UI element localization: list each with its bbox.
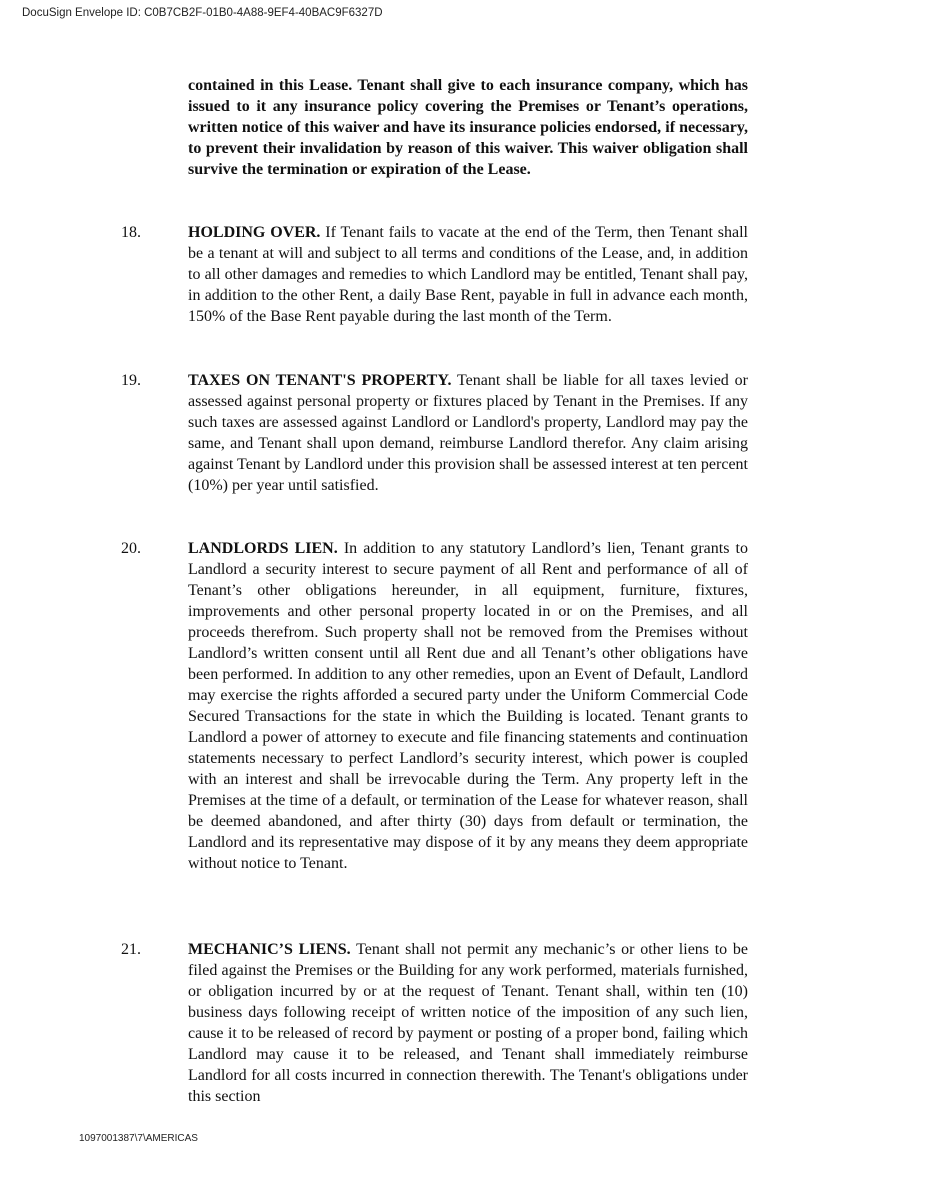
section-number-19: 19. — [121, 372, 141, 389]
section-19-body: Tenant shall be liable for all taxes levied or assessed against personal property or fixtures placed by Tenant in the Premises. If any such taxes are assessed against Landlord or Landlord's property, Landlord may pay the same, and Tenant shall upon demand, reimburse Landlord therefor. Any claim arising against Tenant by Landlord under this provision shall be assessed interest at ten percent (10%) per year until satisfied. — [188, 372, 748, 494]
section-number-18: 18. — [121, 224, 141, 241]
footer-document-id: 1097001387\7\AMERICAS — [79, 1133, 198, 1144]
intro-paragraph: contained in this Lease. Tenant shall give to each insurance company, which has issued to it any insurance policy covering the Premises or Tenant’s operations, written notice of this waiver and have its insurance policies endorsed, if necessary, to prevent their invalidation by reason of this waiver. This waiver obligation shall survive the termination or expiration of the Lease. — [188, 77, 748, 178]
section-19-paragraph — [188, 370, 748, 496]
section-19-heading: TAXES ON TENANT'S PROPERTY. — [188, 372, 452, 389]
section-21-heading: MECHANIC’S LIENS. — [188, 941, 351, 958]
section-20-paragraph — [188, 538, 748, 874]
section-18-paragraph — [188, 222, 748, 327]
section-21-paragraph — [188, 939, 748, 1107]
section-21-body: Tenant shall not permit any mechanic’s or other liens to be filed against the Premises or the Building for any work performed, materials furnished, or obligation incurred by or at the request of Tenant. Tenant shall, within ten (10) business days following receipt of written notice of the imposition of any such lien, cause it to be released of record by payment or posting of a proper bond, failing which Landlord may cause it to be released, and Tenant shall immediately reimburse Landlord for all costs incurred in connection therewith. The Tenant's obligations under this section — [188, 941, 749, 1105]
section-18-body: If Tenant fails to vacate at the end of the Term, then Tenant shall be a tenant at will and subject to all terms and conditions of the Lease, and, in addition to all other damages and remedies to which Landlord may be entitled, Tenant shall pay, in addition to the other Rent, a daily Base Rent, payable in full in advance each month, 150% of the Base Rent payable during the last month of the Term. — [188, 224, 749, 325]
section-20-heading: LANDLORDS LIEN. — [188, 540, 338, 557]
section-18-heading: HOLDING OVER. — [188, 224, 321, 241]
section-number-20: 20. — [121, 540, 141, 557]
section-20-body: In addition to any statutory Landlord’s lien, Tenant grants to Landlord a security interest to secure payment of all Rent and performance of all of Tenant’s other obligations hereunder, in all equipment, furniture, fixtures, improvements and other personal property located in or on the Premises, and all proceeds therefrom. Such property shall not be removed from the Premises without Landlord’s written consent until all Rent due and all Tenant’s other obligations have been performed. In addition to any other remedies, upon an Event of Default, Landlord may exercise the rights afforded a secured party under the Uniform Commercial Code Secured Transactions for the state in which the Building is located. Tenant grants to Landlord a power of attorney to execute and file financing statements and continuation statements necessary to perfect Landlord’s security interest, which power is coupled with an interest and shall be irrevocable during the Term. Any property left in the Premises at the time of a default, or termination of the Lease for whatever reason, shall be deemed abandoned, and after thirty (30) days from default or termination, the Landlord and its representative may dispose of it by any means they deem appropriate without notice to Tenant. — [188, 540, 748, 872]
section-number-21: 21. — [121, 941, 141, 958]
docusign-envelope-id: DocuSign Envelope ID: C0B7CB2F-01B0-4A88-9EF4-40BAC9F6327D — [22, 7, 383, 19]
